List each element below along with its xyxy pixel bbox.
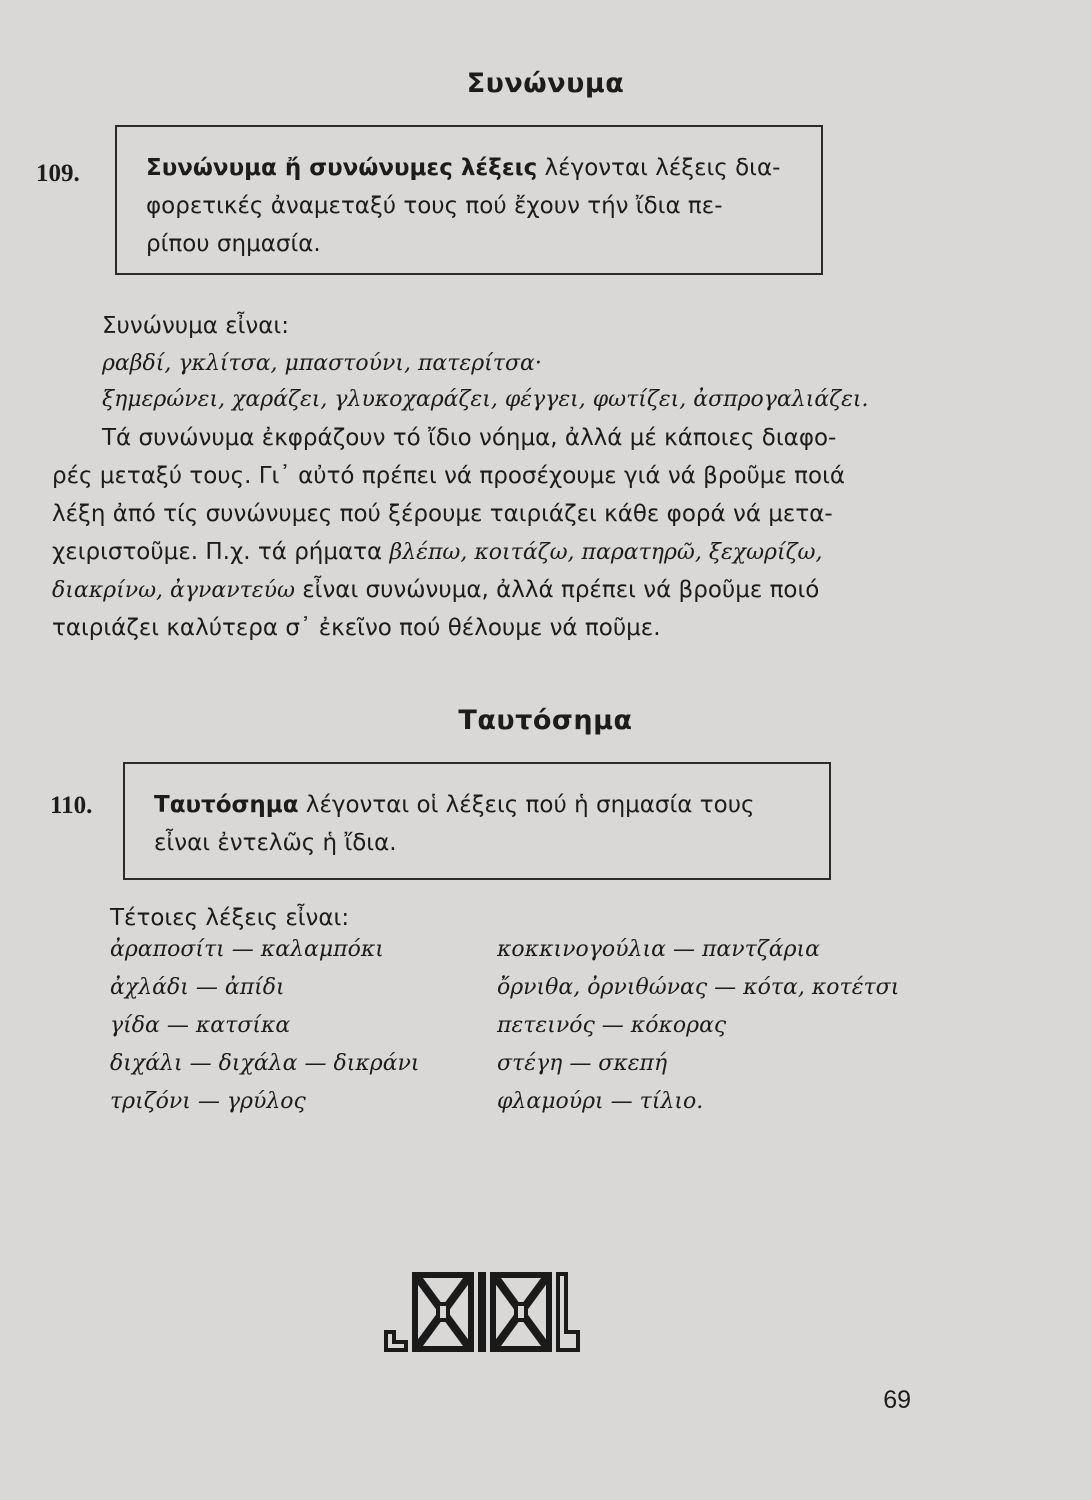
- definition-identical-line-2: εἶναι ἐντελῶς ἡ ἴδια.: [154, 830, 397, 856]
- definition-identical-line-1: λέγονται οἱ λέξεις πού ἡ σημασία τους: [298, 792, 755, 818]
- examples-intro: Συνώνυμα εἶναι:: [102, 313, 289, 339]
- paragraph-line-4-text: χειριστοῦμε. Π.χ. τά ρήματα: [52, 539, 390, 565]
- word-pair-right-5: φλαμούρι — τίλιο.: [497, 1089, 704, 1114]
- paragraph-line-2: ρές μεταξύ τους. Γι᾿ αὐτό πρέπει νά προσέχουμε γιά νά βροῦμε ποιά: [52, 463, 846, 489]
- identical-examples-intro: Τέτοιες λέξεις εἶναι:: [110, 905, 350, 931]
- examples-line-2: ξημερώνει, χαράζει, γλυκοχαράζει, φέγγει, φωτίζει, ἀσπρογαλιάζει.: [102, 387, 869, 412]
- definition-line-1: λέγονται λέξεις δια-: [537, 155, 781, 181]
- paragraph-line-1: Τά συνώνυμα ἐκφράζουν τό ἴδιο νόημα, ἀλλά μέ κάποιες διαφο-: [102, 425, 837, 451]
- paragraph-line-4: [52, 534, 822, 571]
- section-title-synonyms: Συνώνυμα: [466, 68, 625, 99]
- paragraph-line-5: [52, 572, 819, 609]
- word-pair-left-1: ἀραποσίτι — καλαμπόκι: [110, 937, 384, 962]
- word-pair-right-1: κοκκινογούλια — παντζάρια: [497, 937, 821, 962]
- word-pair-left-3: γίδα — κατσίκα: [110, 1013, 291, 1038]
- word-pair-left-2: ἀχλάδι — ἀπίδι: [110, 975, 285, 1000]
- paragraph-line-4-italic: βλέπω, κοιτάζω, παρατηρῶ, ξεχωρίζω,: [389, 540, 823, 565]
- page-number: 69: [883, 1386, 911, 1414]
- paragraph-line-5-text: εἶναι συνώνυμα, ἀλλά πρέπει νά βροῦμε ποιό: [294, 577, 820, 603]
- word-pair-right-3: πετεινός — κόκορας: [497, 1013, 727, 1038]
- definition-term-identical: Ταυτόσημα: [154, 792, 299, 818]
- word-pair-right-2: ὄρνιθα, ὀρνιθώνας — κότα, κοτέτσι: [497, 975, 900, 1000]
- examples-line-1: ραβδί, γκλίτσα, μπαστούνι, πατερίτσα·: [102, 351, 542, 376]
- paragraph-line-6: ταιριάζει καλύτερα σ᾿ ἐκεῖνο πού θέλουμε νά ποῦμε.: [52, 615, 661, 641]
- word-pair-left-5: τριζόνι — γρύλος: [110, 1089, 306, 1114]
- word-pair-right-4: στέγη — σκεπή: [497, 1051, 668, 1076]
- decorative-ornament: [382, 1268, 582, 1358]
- word-pair-left-4: διχάλι — διχάλα — δικράνι: [110, 1051, 420, 1076]
- paragraph-line-3: λέξη ἀπό τίς συνώνυμες πού ξέρουμε ταιριάζει κάθε φορά νά μετα-: [52, 501, 833, 527]
- section-title-identical: Ταυτόσημα: [458, 705, 633, 736]
- definition-line-3: ρίπου σημασία.: [146, 231, 321, 257]
- section-number-110: 110.: [50, 792, 93, 819]
- definition-line-2: φορετικές ἀναμεταξύ τους πού ἔχουν τήν ἴδια πε-: [146, 193, 723, 219]
- section-number-109: 109.: [36, 160, 80, 187]
- definition-term-synonyms: Συνώνυμα ἤ συνώνυμες λέξεις: [146, 155, 538, 181]
- paragraph-line-5-italic: διακρίνω, ἀγναντεύω: [52, 578, 295, 603]
